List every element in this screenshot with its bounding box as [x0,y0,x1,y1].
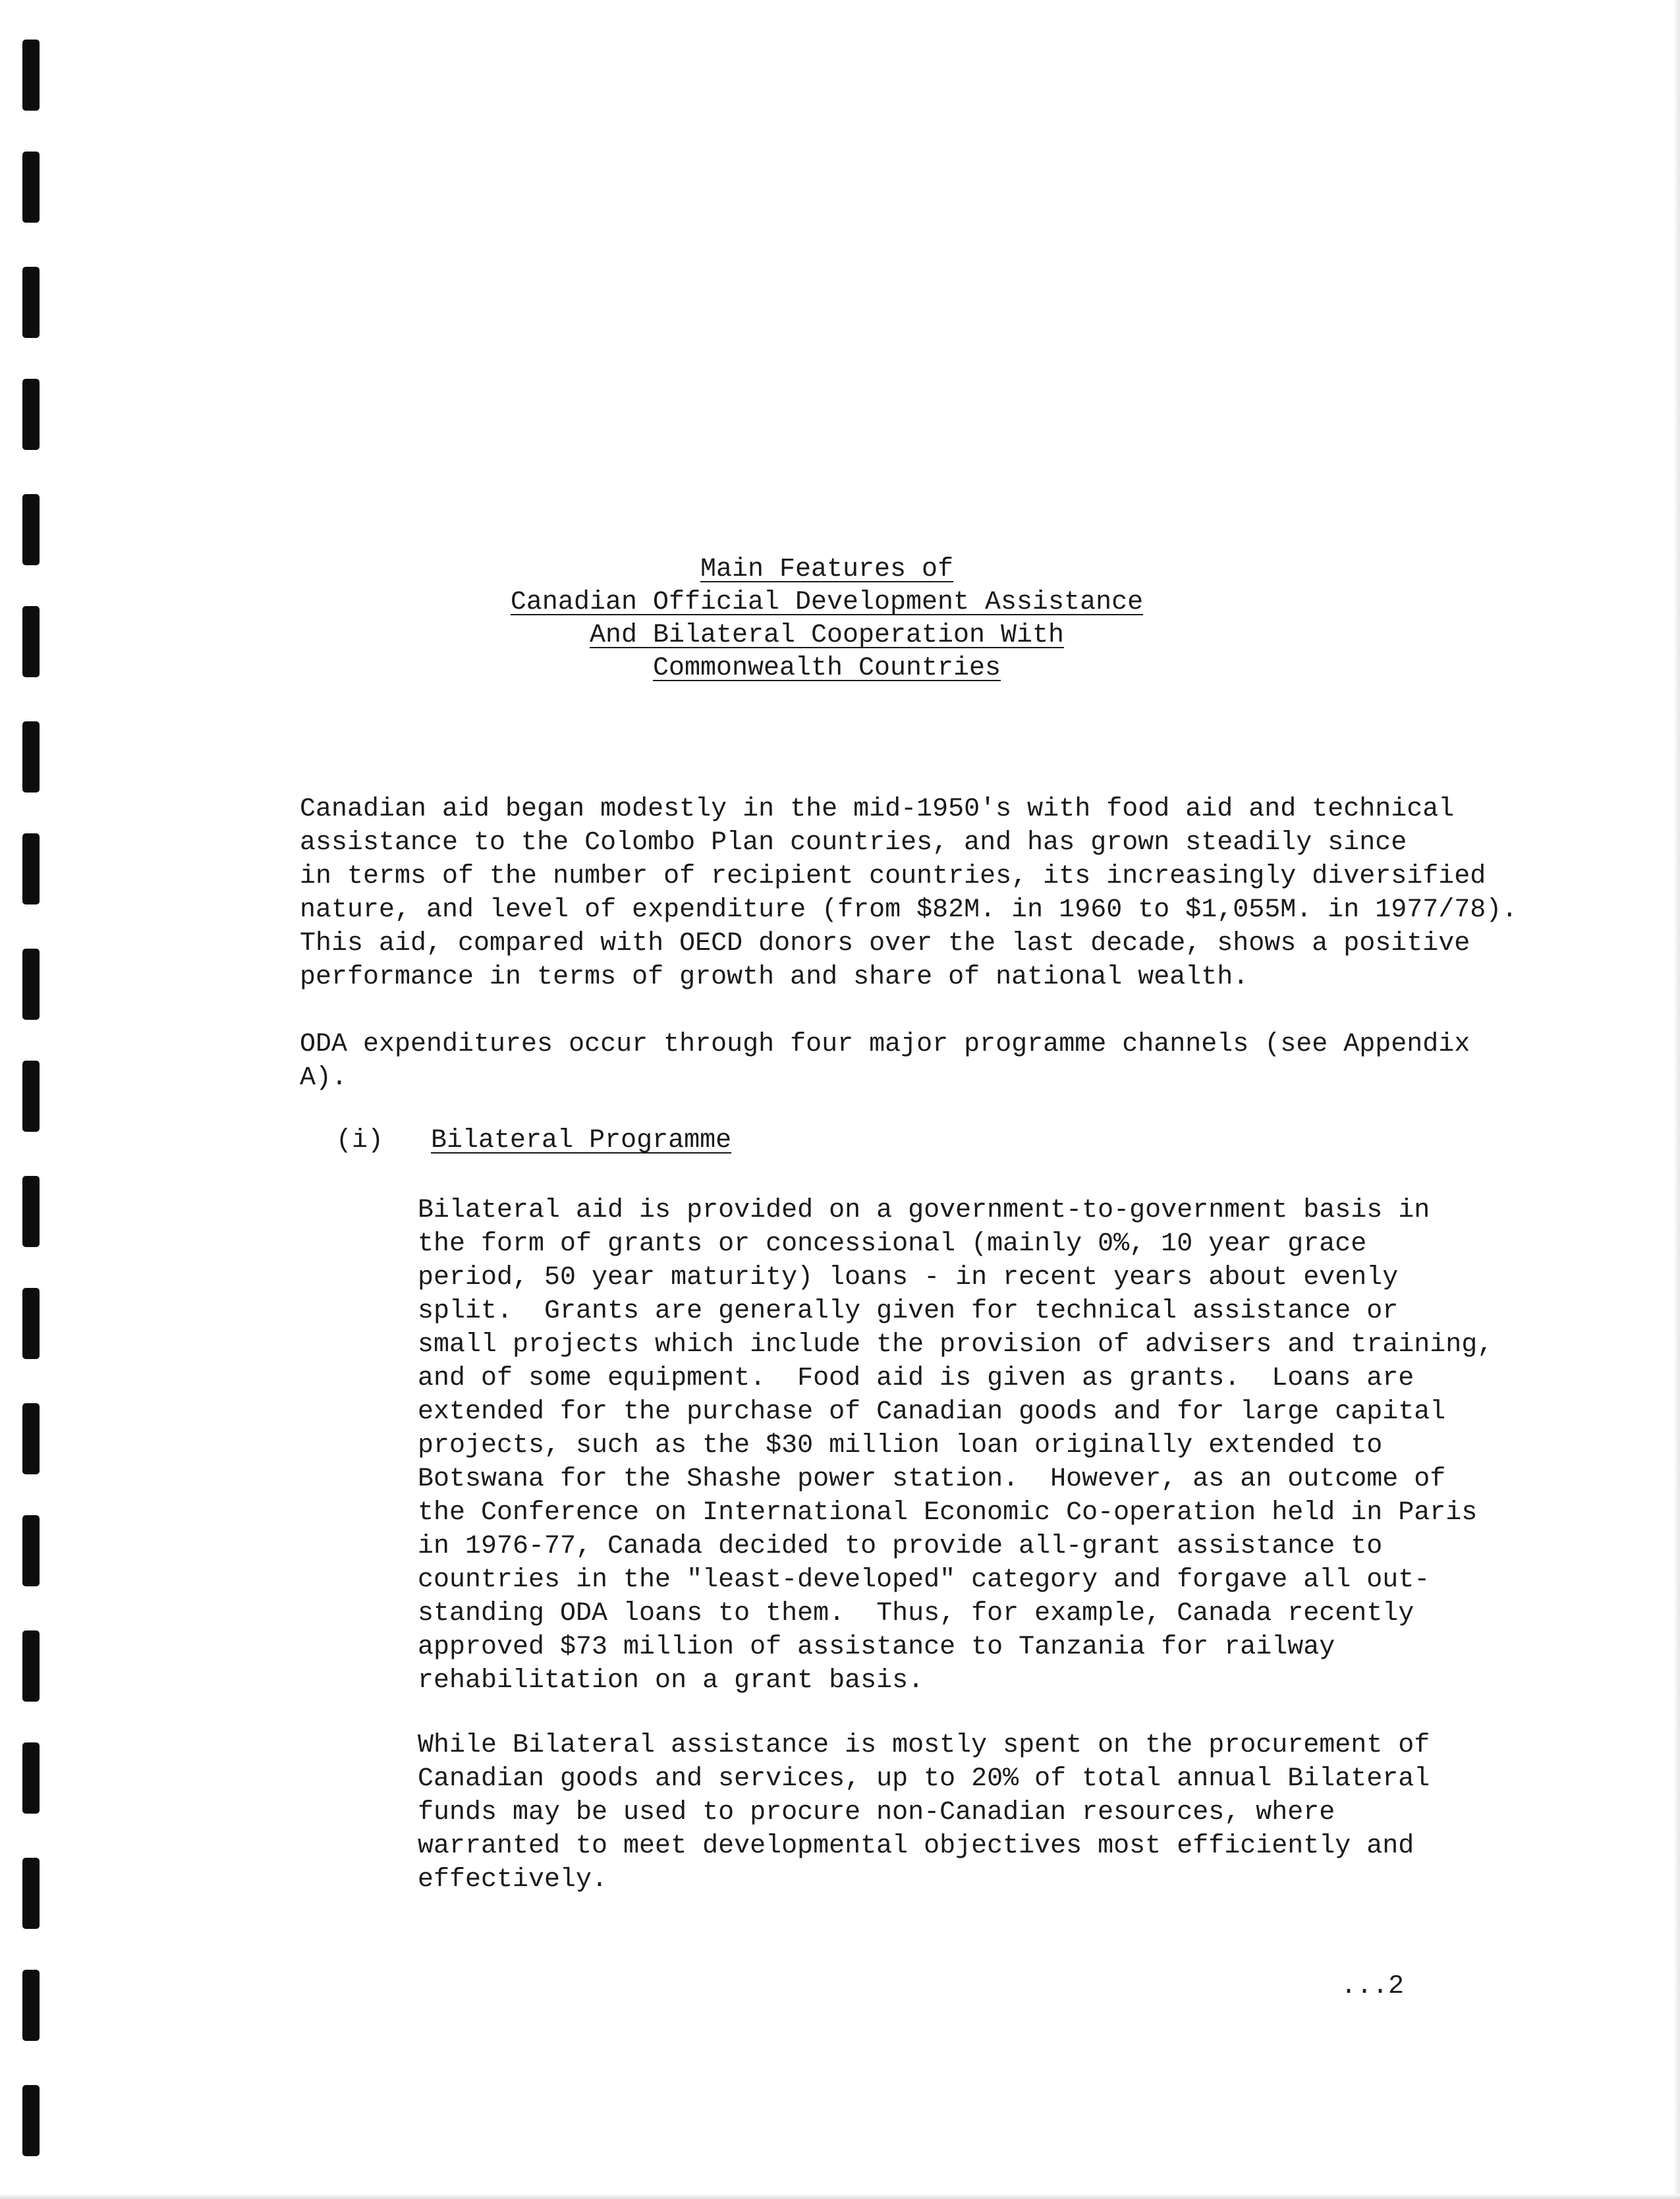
binder-hole [22,1630,40,1702]
section-heading [336,1124,731,1157]
page-right-edge [1673,0,1680,2199]
binder-holes [22,40,42,2167]
procurement-paragraph: While Bilateral assistance is mostly spent on the procurement of Canadian goods and services, up to 20% of total annual Bilateral funds may be used to procure non-Canadian resources, where warranted to meet developmental objectives most efficiently and effectively. [418,1731,1430,1895]
binder-hole [22,949,40,1020]
page-number: ...2 [1341,1972,1405,2001]
binder-hole [22,40,40,111]
title-line-4: Commonwealth Countries [652,654,1001,683]
binder-hole [22,1061,40,1132]
binder-hole [22,2085,40,2156]
section-title: Bilateral Programme [431,1126,732,1155]
binder-hole [22,267,40,338]
section-number: (i) [336,1126,384,1155]
document-title [0,553,1654,685]
binder-hole [22,1858,40,1929]
page-bottom-edge [0,2194,1680,2199]
binder-hole [22,1176,40,1247]
bilateral-aid-paragraph: Bilateral aid is provided on a government-to-government basis in the form of grants or concessional (mainly 0%, 10 year grace period, 50 year maturity) loans - in recent years about evenly split. Grants are generally given for technical assistance or small projects which include the provision of advisers and training, and of some equipment. Food aid is given as grants. Loans are extended for the purchase of Canadian goods and for large capital projects, such as the $30 million loan originally extended to Botswana for the Shashe power station. However, as an outcome of the Conference on International Economic Co-operation held in Paris in 1976-77, Canada decided to provide all-grant assistance to countries in the "least-developed" category and forgave all out- standing ODA loans to them. Thus, for example, Canada recently approved $73 million of assistance to Tanzania for railway rehabilitation on a grant basis. [418,1196,1494,1696]
binder-hole [22,379,40,450]
binder-hole [22,833,40,905]
binder-hole [22,1515,40,1586]
binder-hole [22,152,40,223]
binder-hole [22,1970,40,2041]
title-line-3: And Bilateral Cooperation With [589,621,1065,650]
intro-paragraph: Canadian aid began modestly in the mid-1950's with food aid and technical assistance to the Colombo Plan countries, and has grown steadily since in terms of the number of recipient countries, its increasingly diversified nature, and level of expenditure (from $82M. in 1960 to $1,055M. in 1977/78). This aid, compared with OECD donors over the last decade, shows a positive performance in terms of growth and share of national wealth. [300,794,1518,992]
title-line-2: Canadian Official Development Assistance [510,588,1144,617]
binder-hole [22,1403,40,1474]
title-line-1: Main Features of [700,555,954,584]
oda-channels-paragraph: ODA expenditures occur through four major programme channels (see Appendix A). [300,1030,1470,1093]
binder-hole [22,721,40,793]
binder-hole [22,1742,40,1814]
binder-hole [22,1288,40,1359]
